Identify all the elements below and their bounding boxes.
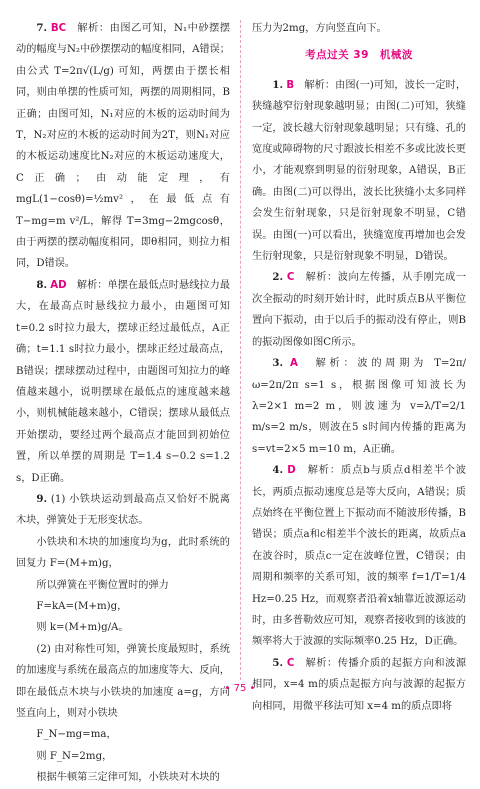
item-number: 4. <box>272 464 284 477</box>
analysis-label: 解析： <box>304 79 336 91</box>
analysis-label: 解析： <box>305 272 338 284</box>
solution-text: 则 k=(M+m)g/A。 <box>36 622 129 634</box>
item-number: 7. <box>36 22 48 34</box>
solution-paragraph <box>16 532 230 575</box>
solution-text: 则 F_N=2mg， <box>36 750 113 762</box>
solution-paragraph <box>16 617 230 638</box>
item-number: 3. <box>272 357 284 370</box>
solution-list <box>252 75 466 717</box>
section-title: 考点过关 39 机械波 <box>305 49 413 62</box>
answer-letters: A <box>290 358 298 370</box>
solution-text: 根据牛顿第三定律可知，小铁块对木块的 <box>36 772 220 784</box>
solution-paragraph <box>16 746 230 767</box>
solution-paragraph <box>16 575 230 596</box>
answer-letters: C <box>286 657 295 669</box>
solution-paragraph <box>16 18 230 275</box>
solution-text: F_N−mg=ma， <box>36 729 117 741</box>
solution-paragraph <box>16 639 230 725</box>
solution-paragraph <box>16 275 230 489</box>
solution-text: F=kA=(M+m)g， <box>36 600 128 612</box>
analysis-label: 解析： <box>305 657 338 669</box>
solution-paragraph <box>252 353 466 460</box>
analysis-label: 解析： <box>315 358 358 370</box>
item-number: 2. <box>272 271 284 284</box>
answer-letters: B <box>286 79 295 91</box>
solution-text: 小铁块和木块的加速度均为g，此时系统的回复力 F=(M+m)g， <box>16 536 230 570</box>
analysis-label: 解析： <box>77 23 110 34</box>
solution-text: 质点b与质点d相差半个波长，两质点振动速度总是等大反向，A错误；质点始终在平衡位置上下振动而不随波形传播，B错误；质点a和c相差半个波长的距离，故质点a在波谷时，质点c一定在波峰位置，C错误；由周期和频率的关系可知，波的频率 f=1/T=1/4 Hz=0.25 Hz，而观察者沿着x轴靠近波源运动时，由多普勒效应可知，观察者接收到的该波的频率将大于波源的实际频率0.25 Hz，D正确。 <box>252 465 466 648</box>
answer-letters: D <box>287 465 296 477</box>
solution-text: (1) 小铁块运动到最高点又恰好不脱离木块，弹簧处于无形变状态。 <box>16 493 230 527</box>
answer-letters: C <box>286 272 295 284</box>
item-number: 5. <box>272 656 284 669</box>
solution-paragraph <box>252 75 466 268</box>
solution-paragraph <box>252 267 466 353</box>
solution-text: (2) 由对称性可知，弹簧长度最短时，系统的加速度与系统在最高点的加速度等大、反向，即在最低点木块与小铁块的加速度 a=g，方向竖直向上，则对小铁块 <box>16 643 230 719</box>
solution-text: 传播介质的起振方向和波源相同，x=4 m的质点起振方向与波源的起振方向相同，用微平移法可知 x=4 m的质点即将 <box>252 657 467 712</box>
solution-text: 由图(一)可知，波长一定时，狭缝越窄衍射现象越明显；由图(二)可知，狭缝一定，波长越大衍射现象越明显；只有缝、孔的宽度或障碍物的尺寸跟波长相差不多或比波长更小，才能观察到明显的衍射现象，A错误，B正确。由图(二)可以得出，波长比狭缝小太多同样会发生衍射现象，只是衍射现象不明显，C错误。由图(一)可以看出，狭缝宽度再增加也会发生衍射现象，只是衍射现象不明显，D错误。 <box>252 79 467 263</box>
item-number: 9. <box>36 492 48 505</box>
answer-letters: BC <box>50 23 67 34</box>
solution-text: 波向左传播，从手刚完成一次全振动的时刻开始计时，此时质点B从平衡位置向下振动，由于以后手的振动没有停止，则B的振动图像如图C所示。 <box>252 272 467 348</box>
solution-paragraph <box>252 460 466 653</box>
solution-text: 由图乙可知，N₁中砂摆摆动的幅度与N₂中砂摆摆动的幅度相同，A错误；由公式 T=2π√(L/g) 可知，两摆由于摆长相同，则由单摆的性质可知，两摆的周期相同，B正确；由图可知，N₁对应的木板的运动时间为T，N₂对应的木板的运动时间为2T，则N₁对应的木板运动速度比N₂对应的木板运动速度大，C正确；由动能定理，有 mgL(1−cosθ)=½mv²，在最低点有 T−mg=m v²/L，解得 T=3mg−2mgcosθ，由于两摆的摆动幅度相同，即θ相同，则拉力相同，D错误。 <box>16 23 231 270</box>
analysis-label: 解析： <box>307 465 341 477</box>
solution-paragraph <box>16 489 230 532</box>
analysis-label: 解析： <box>76 279 108 291</box>
right-column <box>252 18 466 717</box>
solution-paragraph <box>16 596 230 617</box>
page-number: • 75 • <box>224 683 256 694</box>
solution-paragraph <box>16 724 230 745</box>
column-divider <box>240 20 241 680</box>
solution-text: 单摆在最低点时悬线拉力最大，在最高点时悬线拉力最小，由题图可知 t=0.2 s时拉力最大，摆球正经过最低点，A正确；t=1.1 s时拉力最小，摆球正经过最高点，B错误；摆球摆动过程中，由题图可知拉力的峰值越来越小，说明摆球在最低点的速度越来越小，则机械能越来越小，C错误；摆球从最低点开始摆动，要经过两个最高点才能回到初始位置，所以单摆的周期是 T=1.4 s−0.2 s=1.2 s，D正确。 <box>16 279 231 484</box>
solution-paragraph <box>16 767 230 788</box>
solution-text: 波的周期为 T=2π/ω=2π/2π s=1 s，根据图像可知波长为 λ=2×1 m=2 m，则波速为 v=λ/T=2/1 m/s=2 m/s，则波在5 s时间内传播的距离为 s=vt=2×5 m=10 m，A正确。 <box>252 358 467 455</box>
continued-text: 压力为2mg，方向竖直向下。 <box>252 23 387 34</box>
item-number: 8. <box>36 278 48 291</box>
left-column <box>16 18 230 789</box>
answer-letters: AD <box>50 279 67 291</box>
solution-text: 所以弹簧在平衡位置时的弹力 <box>36 579 169 591</box>
item-number: 1. <box>272 78 284 91</box>
